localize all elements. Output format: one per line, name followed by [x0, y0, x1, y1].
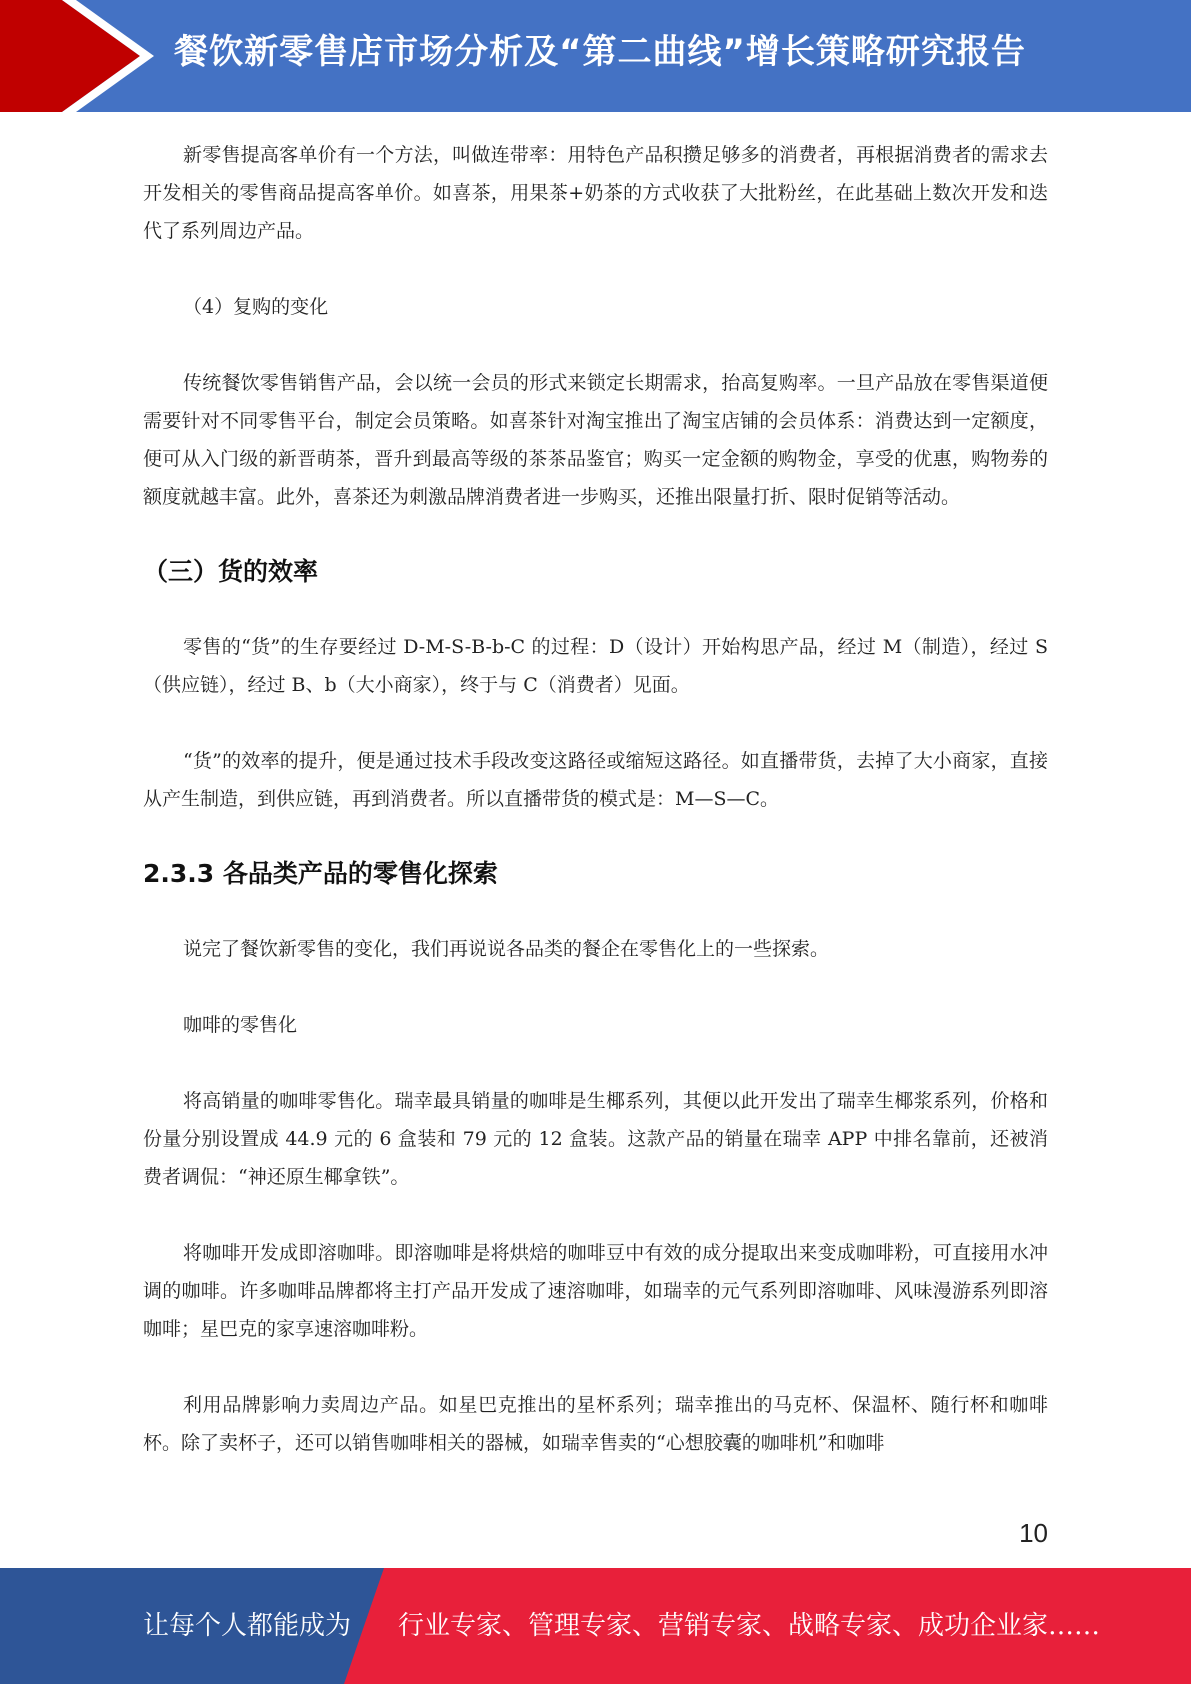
paragraph-dmsbbc: 零售的“货”的生存要经过 D-M-S-B-b-C 的过程：D（设计）开始构思产品，经过 M（制造），经过 S（供应链），经过 B、b（大小商家），终于与 C（消费者）见面。: [143, 636, 1048, 696]
page-header: [0, 0, 1191, 112]
paragraph-membership: 传统餐饮零售销售产品，会以统一会员的形式来锁定长期需求，抬高复购率。一旦产品放在零售渠道便需要针对不同零售平台，制定会员策略。如喜茶针对淘宝推出了淘宝店铺的会员体系：消费达到一定额度，便可从入门级的新晋萌茶，晋升到最高等级的茶茶品鉴官；购买一定金额的购物金，享受的优惠，购物劵的额度就越丰富。此外，喜茶还为刺激品牌消费者进一步购买，还推出限量打折、限时促销等活动。: [143, 372, 1048, 508]
subheading-repurchase: （4）复购的变化: [183, 296, 329, 318]
paragraph-instant-coffee: 将咖啡开发成即溶咖啡。即溶咖啡是将烘焙的咖啡豆中有效的成分提取出来变成咖啡粉，可直接用水冲调的咖啡。许多咖啡品牌都将主打产品开发成了速溶咖啡，如瑞幸的元气系列即溶咖啡、风味漫游系列即溶咖啡；星巴克的家享速溶咖啡粉。: [143, 1242, 1048, 1340]
footer-slogan-left: 让每个人都能成为: [143, 1611, 352, 1641]
report-title: 餐饮新零售店市场分析及“第二曲线”增长策略研究报告: [174, 32, 1026, 72]
page-footer: [0, 1568, 1191, 1684]
section-heading-goods-efficiency: （三）货的效率: [143, 557, 319, 586]
paragraph-live-commerce: “货”的效率的提升，便是通过技术手段改变这路径或缩短这路径。如直播带货，去掉了大小商家，直接从产生制造，到供应链，再到消费者。所以直播带货的模式是：M—S—C。: [143, 750, 1048, 810]
page-number: 10: [1019, 1518, 1048, 1548]
footer-slogan-right: 行业专家、管理专家、营销专家、战略专家、成功企业家……: [398, 1611, 1101, 1641]
paragraph-intro-categories: 说完了餐饮新零售的变化，我们再说说各品类的餐企在零售化上的一些探索。: [183, 938, 830, 960]
paragraph-merchandise: 利用品牌影响力卖周边产品。如星巴克推出的星杯系列；瑞幸推出的马克杯、保温杯、随行杯和咖啡杯。除了卖杯子，还可以销售咖啡相关的器械，如瑞幸售卖的“心想胶囊的咖啡机”和咖啡: [143, 1394, 1048, 1454]
section-heading-2-3-3: 2.3.3 各品类产品的零售化探索: [143, 859, 498, 888]
subheading-coffee-retail: 咖啡的零售化: [183, 1014, 298, 1036]
page-content: [143, 136, 1048, 1462]
paragraph-coconut-series: 将高销量的咖啡零售化。瑞幸最具销量的咖啡是生椰系列，其便以此开发出了瑞幸生椰浆系列，价格和份量分别设置成 44.9 元的 6 盒装和 79 元的 12 盒装。这款产品的销量在瑞幸 APP 中排名靠前，还被消费者调侃：“神还原生椰拿铁”。: [143, 1090, 1048, 1188]
paragraph-cross-selling: 新零售提高客单价有一个方法，叫做连带率：用特色产品积攒足够多的消费者，再根据消费者的需求去开发相关的零售商品提高客单价。如喜茶，用果茶+奶茶的方式收获了大批粉丝，在此基础上数次开发和迭代了系列周边产品。: [143, 144, 1048, 242]
